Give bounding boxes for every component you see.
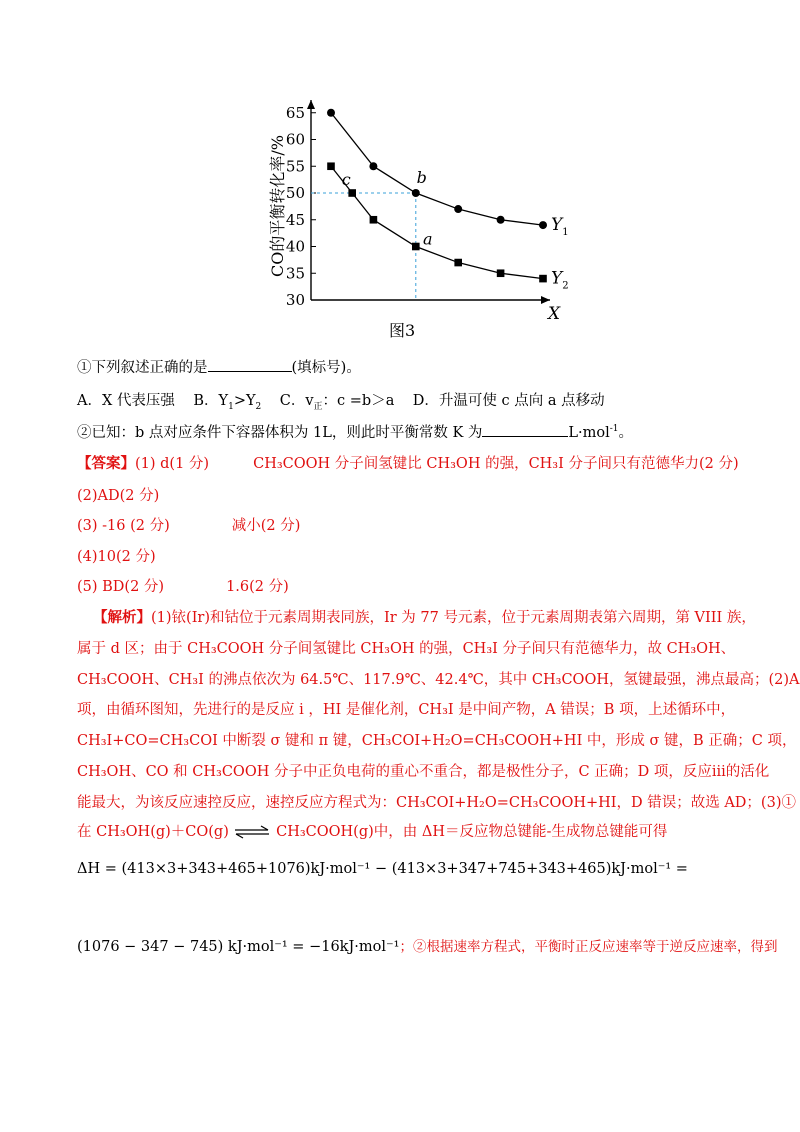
option-a: A．X 代表压强 <box>77 393 175 409</box>
y-tick-label: 65 <box>285 103 305 122</box>
series-label-Y2: $Y_2$ <box>551 268 569 292</box>
analysis-line-6: CH₃OH、CO 和 CH₃COOH 分子中正负电荷的重心不重合，都是极性分子，C 正确；D 项，反应iii的活化 <box>77 764 770 780</box>
answer-line-4: (4)10(2 分) <box>77 549 156 565</box>
answer-blank-2[interactable] <box>482 424 568 437</box>
data-point-Y2 <box>454 259 462 267</box>
point-label-c: c <box>341 170 351 189</box>
point-label-b: b <box>416 168 427 187</box>
analysis-line-3: CH₃COOH、CH₃I 的沸点依次为 64.5℃、117.9℃、42.4℃，其中 CH₃COOH，氢键最强，沸点最高；(2)A <box>77 672 800 688</box>
data-point-Y1 <box>539 221 547 229</box>
y-tick-label: 40 <box>285 237 305 256</box>
analysis-line-7: 能最大，为该反应速控反应，速控反应方程式为：CH₃COI+H₂O=CH₃COOH+HI，D 错误；故选 AD；(3)① <box>77 795 796 811</box>
conversion-chart <box>250 88 570 328</box>
data-point-Y2 <box>327 162 335 170</box>
series-line-Y1 <box>331 113 543 225</box>
data-point-Y1 <box>497 216 505 224</box>
analysis-line-1: 【解析】(1)铱(Ir)和钴位于元素周期表同族，Ir 为 77 号元素，位于元素周期表第六周期，第 VIII 族， <box>93 609 756 626</box>
data-point-Y2 <box>497 269 505 277</box>
y-axis-arrow <box>307 100 315 109</box>
equation-delta-h: ΔH = (413×3+343+465+1076)kJ·mol⁻¹ − (413×3+347+745+343+465)kJ·mol⁻¹ = <box>77 861 688 877</box>
series-line-Y2 <box>331 166 543 278</box>
series-label-Y1: $Y_1$ <box>551 215 569 239</box>
chart-x-axis-label: X <box>548 304 561 324</box>
figure-caption: 图3 <box>389 321 416 340</box>
y-tick-label: 55 <box>285 157 305 176</box>
chart-series <box>327 109 569 292</box>
analysis-line-8: 在 CH₃OH(g)＋CO(g) CH₃COOH(g)中，由 ΔH＝反应物总键能-生成物总键能可得 <box>77 824 668 840</box>
answer-line-3: (3) -16 (2 分) 减小(2 分) <box>77 518 301 534</box>
answer-line-1: 【答案】(1) d(1 分) CH₃COOH 分子间氢键比 CH₃OH 的强，CH₃I 分子间只有范德华力(2 分) <box>77 455 739 472</box>
y-tick-label: 50 <box>285 184 305 202</box>
chart-point-labels <box>342 168 433 249</box>
point-label-a: a <box>423 229 433 249</box>
option-b: B．$Y_1>Y_2$ <box>193 393 262 412</box>
data-point-Y2 <box>412 243 420 251</box>
y-tick-label: 45 <box>285 210 305 229</box>
analysis-line-2: 属于 d 区；由于 CH₃COOH 分子间氢键比 CH₃OH 的强，CH₃I 分子间只有范德华力，故 CH₃OH、 <box>77 641 736 657</box>
data-point-Y2 <box>348 189 356 197</box>
y-tick-label: 60 <box>285 130 305 149</box>
data-point-Y1 <box>412 189 420 197</box>
x-axis-arrow <box>541 296 550 304</box>
option-c: C．$v_正$：c =b＞a <box>279 393 395 412</box>
data-point-Y1 <box>454 205 462 213</box>
question-2-stem: ②已知：b 点对应条件下容器体积为 1L，则此时平衡常数 K 为 L·mol$^{-1}$。 <box>77 424 634 441</box>
analysis-line-4: 项，由循环图知，先进行的是反应 i ，HI 是催化剂，CH₃I 是中间产物，A 错误；B 项，上述循环中， <box>77 702 736 718</box>
chart-dashed-guides <box>311 193 416 300</box>
equation-result: (1076 − 347 − 745) kJ·mol⁻¹ = −16kJ·mol⁻¹；②根据速率方程式，平衡时正反应速率等于逆反应速率，得到 <box>77 939 778 955</box>
option-d: D．升温可使 c 点向 a 点移动 <box>412 393 605 409</box>
answer-blank-1[interactable] <box>208 359 292 372</box>
data-point-Y2 <box>370 216 378 224</box>
y-tick-label: 35 <box>285 264 305 283</box>
chart-axes <box>307 100 550 304</box>
question-1-stem: ①下列叙述正确的是 (填标号)。 <box>77 360 361 376</box>
analysis-line-5: CH₃I+CO=CH₃COI 中断裂 σ 键和 π 键，CH₃COI+H₂O=CH₃COOH+HI 中，形成 σ 键，B 正确；C 项， <box>77 733 797 749</box>
chart-y-axis-label: CO的平衡转化率/% <box>268 135 287 277</box>
answer-line-5: (5) BD(2 分) 1.6(2 分) <box>77 579 289 595</box>
data-point-Y2 <box>539 275 547 283</box>
data-point-Y1 <box>327 109 335 117</box>
data-point-Y1 <box>369 162 377 170</box>
reversible-arrow-icon <box>233 825 271 839</box>
y-tick-label: 30 <box>285 291 305 309</box>
question-1-options <box>77 389 605 412</box>
answer-line-2: (2)AD(2 分) <box>77 488 160 504</box>
